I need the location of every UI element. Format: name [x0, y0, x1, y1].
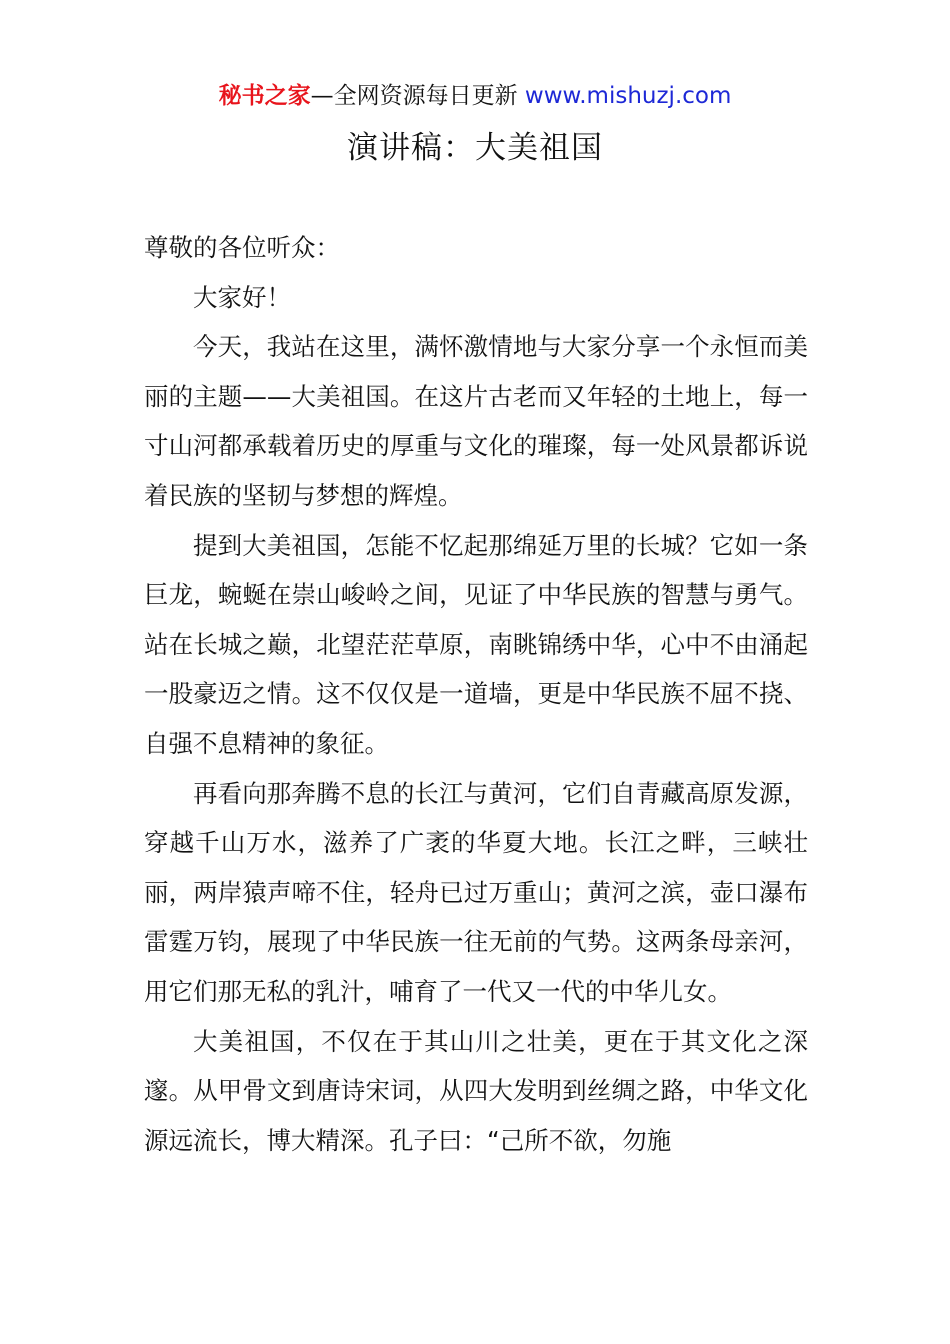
paragraph: 再看向那奔腾不息的长江与黄河，它们自青藏高原发源，穿越千山万水，滋养了广袤的华夏大地。长江之畔，三峡壮丽，两岸猿声啼不住，轻舟已过万重山；黄河之滨，壶口瀑布雷霆万钧，展现了中华民族一往无前的气势。这两条母亲河，用它们那无私的乳汁，哺育了一代又一代的中华儿女。: [144, 778, 808, 1006]
paragraph: 大美祖国，不仅在于其山川之壮美，更在于其文化之深邃。从甲骨文到唐诗宋词，从四大发明到丝绸之路，中华文化源远流长，博大精深。孔子曰：“己所不欲，勿施: [144, 1026, 808, 1155]
document-body: [144, 223, 808, 1165]
paragraph: 今天，我站在这里，满怀激情地与大家分享一个永恒而美丽的主题——大美祖国。在这片古老而又年轻的土地上，每一寸山河都承载着历史的厚重与文化的璀璨，每一处风景都诉说着民族的坚韧与梦想的辉煌。: [144, 332, 808, 510]
greeting: 大家好！: [193, 282, 291, 312]
site-url-link[interactable]: www.mishuzj.com: [524, 83, 732, 109]
document-title: 演讲稿：大美祖国: [347, 130, 603, 166]
paragraph: 提到大美祖国，怎能不忆起那绵延万里的长城？它如一条巨龙，蜿蜒在崇山峻岭之间，见证了中华民族的智慧与勇气。站在长城之巅，北望茫茫草原，南眺锦绣中华，心中不由涌起一股豪迈之情。这不仅仅是一道墙，更是中华民族不屈不挠、自强不息精神的象征。: [144, 530, 808, 758]
header-tagline: —全网资源每日更新: [310, 83, 525, 109]
site-header: [0, 80, 950, 112]
brand-name: 秘书之家: [218, 83, 311, 109]
salutation: 尊敬的各位听众：: [144, 233, 340, 262]
